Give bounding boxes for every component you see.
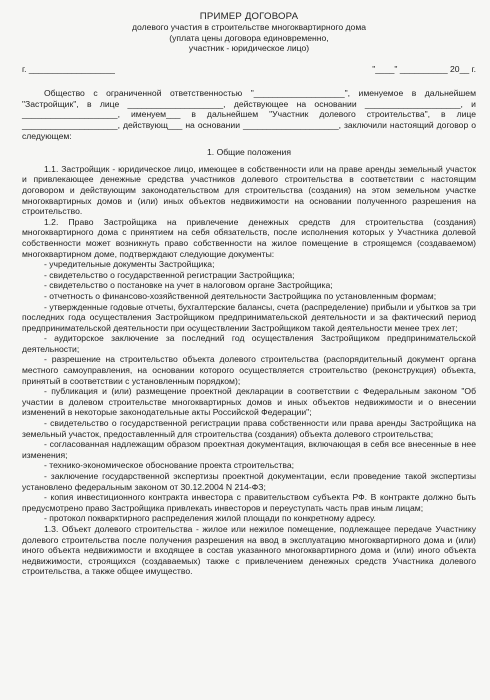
document-header <box>22 12 476 54</box>
preamble-paragraph: Общество с ограниченной ответственностью "___________________", именуемое в дальнейшем "Застройщик", в лице ____________________, действующее на основании ____________________, и ____________________, именуем___ в дальнейшем "Участник долевого строительства", в лице ____________________, действующ___ на основании ____________________, заключили настоящий договор о следующем: <box>22 88 476 141</box>
list-item: - утвержденные годовые отчеты, бухгалтерские балансы, счета (распределение) прибыли и убытков за три последних года осуществления Застройщиком предпринимательской деятельности и за фактический период предпринимательской деятельности при осуществлении Застройщиком такой деятельности менее трех лет; <box>22 301 476 333</box>
document-subtitle-line-3: участник - юридическое лицо) <box>188 43 310 54</box>
clause-1-3: 1.3. Объект долевого строительства - жилое или нежилое помещение, подлежащее передаче Участнику долевого строительства после получения разрешения на ввод в эксплуатацию многоквартирного дома и (или) иного объекта недвижимости и входящее в состав указанного многоквартирного дома и (или) иного объекта недвижимости, строящихся (создаваемых) также с привлечением денежных средств Участника долевого строительства, а также общее имущество. <box>22 523 476 577</box>
list-item: - аудиторское заключение за последний год осуществления Застройщиком предпринимательской деятельности; <box>22 333 476 354</box>
contract-place: г. __________________ <box>22 63 115 74</box>
list-item: - заключение государственной экспертизы проектной документации, если проведение такой экспертизы установлено федеральным законом от 30.12.2004 N 214-ФЗ; <box>22 471 476 492</box>
list-item: - публикация и (или) размещение проектной декларации в соответствии с Федеральным законом "Об участии в долевом строительстве многоквартирных домов и иных объектов недвижимости и о внесении изменений в некоторые законодательные акты Российской Федерации"; <box>22 386 476 418</box>
list-item: - протокол покварктирного распределения жилой площади по конкретному адресу. <box>44 513 376 524</box>
document-subtitle-line-2: (уплата цены договора единовременно, <box>169 32 329 43</box>
list-item: - технико-экономическое обоснование проекта строительства; <box>44 460 295 471</box>
place-date-row <box>22 64 476 75</box>
contract-date: "____" __________ 20__ г. <box>372 63 476 74</box>
list-item: - свидетельство о государственной регистрации Застройщика; <box>44 269 295 280</box>
document-title: ПРИМЕР ДОГОВОРА <box>199 11 299 22</box>
clause-1-1: 1.1. Застройщик - юридическое лицо, имеющее в собственности или на праве аренды земельный участок и привлекающее денежные средства участников долевого строительства в соответствии с настоящим договором и действующим законодательством для строительства (создания) на этом земельном участке многоквартирных домов и (или) иных объектов недвижимости на основании полученного разрешения на строительство. <box>22 163 476 217</box>
section-title: 1. Общие положения <box>207 147 291 158</box>
list-item: - копия инвестиционного контракта инвестора с правительством субъекта РФ. В контракте должно быть предусмотрено право Застройщика привлекать инвесторов и переуступать часть прав иным лицам; <box>22 492 476 513</box>
document-subtitle-line-1: долевого участия в строительстве многоквартирного дома <box>131 22 367 33</box>
list-item: - отчетность о финансово-хозяйственной деятельности Застройщика по установленным формам; <box>44 290 437 301</box>
list-item: - разрешение на строительство объекта долевого строительства (распорядительный документ органа местного самоуправления, на основании которого осуществляется строительство (реконструкция) объекта, принятый в соответствии с установленным порядком); <box>22 354 476 386</box>
list-item: - учредительные документы Застройщика; <box>44 259 215 270</box>
clause-1-2: 1.2. Право Застройщика на привлечение денежных средств для строительства (создания) многоквартирного дома с принятием на себя обязательств, после исполнения которых у Участника долевой собственности может возникнуть право собственности на жилое помещение в строящемся (создаваемом) многоквартирном доме, подтверждают следующие документы: <box>22 216 476 259</box>
list-item: - согласованная надлежащим образом проектная документация, включающая в себя все внесенные в нее изменения; <box>22 439 476 460</box>
list-item: - свидетельство о постановке на учет в налоговом органе Застройщика; <box>44 280 333 291</box>
list-item: - свидетельство о государственной регистрации права собственности или права аренды Застройщика на земельный участок, предоставленный для строительства (создания) объекта долевого строительства; <box>22 418 476 439</box>
